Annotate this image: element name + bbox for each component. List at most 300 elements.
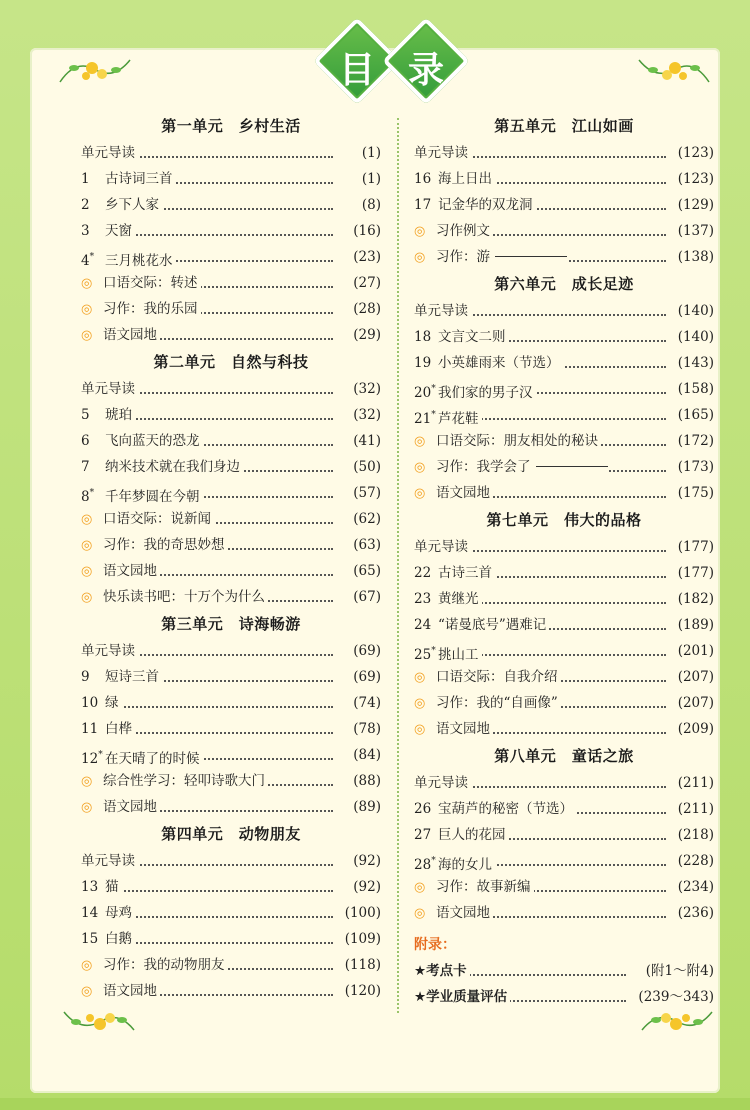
toc-entry[interactable] — [414, 480, 714, 506]
lesson-number-text: 25 — [414, 647, 432, 663]
entry-title: 语文园地 — [103, 327, 160, 343]
page-number: (109) — [342, 926, 381, 952]
entry-title: 单元导读 — [414, 145, 471, 161]
toc-entry[interactable] — [414, 638, 714, 664]
entry-title: 文言文二则 — [438, 329, 509, 345]
page-number: (239～343) — [635, 984, 714, 1010]
page-number: (143) — [675, 350, 714, 376]
page-number: (32) — [350, 402, 381, 428]
lesson-number-text: 5 — [81, 407, 90, 423]
entry-title: 海上日出 — [438, 171, 495, 187]
lesson-number — [414, 324, 438, 350]
bullet-icon: ◎ — [81, 958, 93, 973]
title-char: 录 — [407, 50, 444, 91]
page-number: (228) — [675, 848, 714, 874]
entry-label — [414, 695, 561, 711]
entry-label — [414, 385, 536, 401]
toc-entry[interactable] — [81, 218, 381, 244]
entry-title: 单元导读 — [414, 775, 471, 791]
lesson-number-text: 9 — [81, 669, 90, 685]
entry-label — [414, 721, 493, 737]
page-number: (92) — [350, 874, 381, 900]
entry-title: 小英雄雨来（节选） — [438, 355, 563, 371]
entry-label — [81, 669, 162, 685]
optional-star: * — [431, 384, 436, 394]
lesson-number — [81, 900, 105, 926]
lesson-number — [414, 402, 438, 432]
entry-label — [81, 197, 162, 213]
entry-title: 单元导读 — [414, 303, 471, 319]
toc-entry[interactable] — [81, 664, 381, 690]
toc-entry[interactable] — [414, 874, 714, 900]
toc-entry[interactable] — [414, 716, 714, 742]
page-number: (173) — [675, 454, 714, 480]
page-number: (41) — [350, 428, 381, 454]
toc-entry[interactable] — [81, 716, 381, 742]
lesson-number-text: 23 — [414, 591, 432, 607]
page-number: (218) — [675, 822, 714, 848]
toc-entry[interactable] — [414, 664, 714, 690]
unit-heading: 第四单元 动物朋友 — [161, 825, 301, 843]
toc-right-column — [414, 112, 714, 1010]
bullet-icon: ◎ — [414, 696, 426, 711]
entry-label — [414, 411, 482, 427]
optional-star: * — [89, 252, 95, 262]
lesson-number — [414, 350, 438, 376]
fill-blank-line — [495, 256, 567, 257]
page-number: (123) — [675, 140, 714, 166]
page-number: (89) — [350, 794, 381, 820]
lesson-number — [414, 586, 438, 612]
lesson-number — [414, 192, 438, 218]
page-number: (69) — [350, 638, 381, 664]
page-number: (140) — [675, 298, 714, 324]
toc-entry[interactable] — [414, 848, 714, 874]
entry-label — [81, 171, 176, 187]
entry-title: 语文园地 — [436, 721, 493, 737]
page-number: (209) — [675, 716, 714, 742]
toc-entry[interactable] — [414, 428, 714, 454]
entry-title: 猫 — [105, 879, 122, 895]
optional-star: * — [431, 410, 436, 420]
entry-label — [81, 145, 138, 161]
page-number: (57) — [350, 480, 381, 506]
toc-entry[interactable] — [81, 270, 381, 296]
appendix-entry[interactable] — [414, 958, 714, 984]
entry-label — [81, 695, 122, 711]
entry-label — [414, 647, 482, 663]
entry-label — [414, 249, 567, 265]
page-number: (177) — [675, 560, 714, 586]
lesson-number — [414, 560, 438, 586]
lesson-number-text: 24 — [414, 617, 432, 633]
toc-entry[interactable] — [81, 166, 381, 192]
entry-title: 飞向蓝天的恐龙 — [105, 433, 203, 449]
entry-label — [81, 563, 160, 579]
bullet-icon: ◎ — [81, 512, 93, 527]
lesson-number — [414, 822, 438, 848]
entry-title: 习作：我学会了 — [436, 459, 534, 475]
toc-entry[interactable] — [81, 874, 381, 900]
page-number: (附1～附4) — [643, 958, 714, 984]
entry-title: 口语交际：说新闻 — [103, 511, 214, 527]
bullet-icon: ◎ — [81, 564, 93, 579]
lesson-number-text: 6 — [81, 433, 90, 449]
lesson-number — [81, 926, 105, 952]
lesson-number-text: 2 — [81, 197, 90, 213]
entry-title: 语文园地 — [436, 485, 493, 501]
toc-entry[interactable] — [81, 454, 381, 480]
bullet-icon: ◎ — [81, 774, 93, 789]
lesson-number — [414, 796, 438, 822]
bullet-icon: ◎ — [414, 722, 426, 737]
lesson-number-text: 16 — [414, 171, 432, 187]
toc-entry[interactable] — [81, 480, 381, 506]
lesson-number — [414, 166, 438, 192]
entry-label — [81, 905, 135, 921]
entry-label — [81, 381, 138, 397]
entry-title: 琥珀 — [105, 407, 135, 423]
page-number: (211) — [675, 796, 714, 822]
bottom-strip — [0, 1098, 750, 1110]
toc-entry[interactable] — [414, 298, 714, 324]
fill-blank-line — [536, 466, 608, 467]
toc-entry[interactable] — [81, 192, 381, 218]
entry-title: 白桦 — [105, 721, 135, 737]
page-number: (201) — [675, 638, 714, 664]
entry-title: 古诗词三首 — [105, 171, 176, 187]
entry-label — [414, 171, 495, 187]
lesson-number-text: 27 — [414, 827, 432, 843]
bullet-icon: ◎ — [81, 538, 93, 553]
toc-entry[interactable] — [414, 586, 714, 612]
toc-entry[interactable] — [414, 166, 714, 192]
entry-title: 千年梦圆在今朝 — [105, 489, 203, 505]
toc-entry[interactable] — [414, 900, 714, 926]
entry-title: 单元导读 — [81, 381, 138, 397]
page-number: (65) — [350, 558, 381, 584]
toc-entry[interactable] — [81, 584, 381, 610]
toc-entry[interactable] — [414, 350, 714, 376]
entry-label — [414, 669, 561, 685]
entry-label — [414, 775, 471, 791]
page-number: (177) — [675, 534, 714, 560]
toc-entry[interactable] — [81, 244, 381, 270]
entry-label — [414, 591, 482, 607]
page-number: (84) — [350, 742, 381, 768]
toc-entry[interactable] — [414, 218, 714, 244]
lesson-number-text: 19 — [414, 355, 432, 371]
entry-label — [81, 589, 268, 605]
unit-heading: 第五单元 江山如画 — [494, 117, 634, 135]
entry-title: 单元导读 — [81, 145, 138, 161]
entry-title: 古诗三首 — [438, 565, 495, 581]
entry-title: 语文园地 — [436, 905, 493, 921]
toc-entry[interactable] — [81, 794, 381, 820]
page-number: (88) — [350, 768, 381, 794]
toc-entry[interactable] — [414, 402, 714, 428]
toc-entry[interactable] — [414, 454, 714, 480]
unit-heading: 第六单元 成长足迹 — [494, 275, 634, 293]
unit-heading: 第一单元 乡村生活 — [161, 117, 301, 135]
entry-label — [81, 643, 138, 659]
entry-title: 记金华的双龙洞 — [438, 197, 536, 213]
toc-entry[interactable] — [414, 690, 714, 716]
bullet-icon: ◎ — [81, 302, 93, 317]
entry-title: 口语交际：转述 — [103, 275, 201, 291]
toc-entry[interactable] — [81, 978, 381, 1004]
lesson-number — [414, 612, 438, 638]
lesson-number-text: 17 — [414, 197, 432, 213]
bullet-icon: ◎ — [414, 906, 426, 921]
lesson-number-text: 11 — [81, 721, 99, 737]
entry-title: 语文园地 — [103, 799, 160, 815]
entry-label — [81, 957, 228, 973]
page-number: (62) — [350, 506, 381, 532]
entry-title: 单元导读 — [81, 853, 138, 869]
entry-title: 海的女儿 — [438, 857, 495, 873]
entry-label — [81, 751, 203, 767]
page-number: (234) — [675, 874, 714, 900]
toc-unit — [414, 270, 714, 506]
bullet-icon: ◎ — [414, 434, 426, 449]
appendix-entry[interactable] — [414, 984, 714, 1010]
page-number: (120) — [342, 978, 381, 1004]
toc-unit — [414, 742, 714, 926]
entry-title: 芦花鞋 — [438, 411, 482, 427]
page-number: (140) — [675, 324, 714, 350]
column-divider — [397, 118, 399, 1013]
bullet-icon: ◎ — [414, 486, 426, 501]
entry-title: 习作：我的奇思妙想 — [103, 537, 228, 553]
toc-entry[interactable] — [81, 742, 381, 768]
flower-decoration-icon — [60, 1000, 138, 1044]
entry-label — [81, 407, 135, 423]
optional-star: * — [431, 856, 436, 866]
toc-entry[interactable] — [81, 506, 381, 532]
toc-entry[interactable] — [414, 244, 714, 270]
entry-title: 母鸡 — [105, 905, 135, 921]
bullet-icon: ◎ — [414, 224, 426, 239]
toc-entry[interactable] — [414, 822, 714, 848]
toc-unit — [81, 348, 381, 610]
toc-entry[interactable] — [81, 690, 381, 716]
entry-label — [414, 565, 495, 581]
entry-title: 快乐读书吧：十万个为什么 — [103, 589, 268, 605]
entry-label — [81, 459, 243, 475]
toc-unit — [414, 506, 714, 742]
lesson-number — [81, 402, 105, 428]
entry-title: 语文园地 — [103, 983, 160, 999]
lesson-number-text: 10 — [81, 695, 99, 711]
toc-entry[interactable] — [81, 402, 381, 428]
entry-label — [81, 799, 160, 815]
page-number: (69) — [350, 664, 381, 690]
toc-entry[interactable] — [414, 770, 714, 796]
flower-decoration-icon — [635, 48, 713, 92]
entry-label — [414, 857, 495, 873]
entry-label — [81, 931, 135, 947]
entry-label — [81, 253, 176, 269]
entry-title: 黄继光 — [438, 591, 482, 607]
optional-star: * — [431, 646, 436, 656]
entry-title: 习作：故事新编 — [436, 879, 534, 895]
entry-title: 短诗三首 — [105, 669, 162, 685]
appendix-title: ★学业质量评估 — [414, 989, 510, 1005]
unit-heading: 第二单元 自然与科技 — [153, 353, 309, 371]
toc-entry[interactable] — [81, 322, 381, 348]
entry-label — [81, 537, 228, 553]
page-number: (129) — [675, 192, 714, 218]
entry-title: 纳米技术就在我们身边 — [105, 459, 243, 475]
entry-title: 挑山工 — [438, 647, 482, 663]
entry-label — [414, 355, 563, 371]
toc-entry[interactable] — [81, 140, 381, 166]
bullet-icon: ◎ — [81, 328, 93, 343]
lesson-number — [81, 690, 105, 716]
entry-label — [414, 223, 493, 239]
entry-label — [414, 617, 549, 633]
entry-title: 绿 — [105, 695, 122, 711]
lesson-number — [81, 716, 105, 742]
page-number: (100) — [342, 900, 381, 926]
toc-entry[interactable] — [81, 558, 381, 584]
page-number: (175) — [675, 480, 714, 506]
entry-label — [414, 539, 471, 555]
entry-title: 习作：游 — [436, 249, 493, 265]
page-number: (92) — [350, 848, 381, 874]
entry-label — [81, 879, 122, 895]
bullet-icon: ◎ — [81, 800, 93, 815]
toc-entry[interactable] — [414, 560, 714, 586]
entry-title: 白鹅 — [105, 931, 135, 947]
appendix-heading: 附录： — [414, 937, 456, 953]
lesson-number — [81, 874, 105, 900]
entry-title: 习作：我的动物朋友 — [103, 957, 228, 973]
toc-unit — [414, 112, 714, 270]
page-number: (1) — [359, 140, 381, 166]
page-number: (28) — [350, 296, 381, 322]
entry-label — [81, 327, 160, 343]
entry-label — [414, 197, 536, 213]
page-number: (8) — [359, 192, 381, 218]
optional-star: * — [98, 750, 103, 760]
entry-label — [414, 485, 493, 501]
entry-label — [414, 827, 509, 843]
entry-title: 天窗 — [105, 223, 135, 239]
entry-title: 口语交际：朋友相处的秘诀 — [436, 433, 601, 449]
toc-entry[interactable] — [81, 296, 381, 322]
unit-heading: 第八单元 童话之旅 — [494, 747, 634, 765]
entry-title: 巨人的花园 — [438, 827, 509, 843]
unit-heading: 第三单元 诗海畅游 — [161, 615, 301, 633]
page-number: (74) — [350, 690, 381, 716]
toc-entry[interactable] — [81, 848, 381, 874]
page-number: (211) — [675, 770, 714, 796]
lesson-number-text: 4 — [81, 253, 90, 269]
toc-entry[interactable] — [81, 428, 381, 454]
entry-title: 三月桃花水 — [105, 253, 176, 269]
toc-entry[interactable] — [414, 192, 714, 218]
page-number: (158) — [675, 376, 714, 402]
entry-title: 习作例文 — [436, 223, 493, 239]
entry-title: 习作：我的乐园 — [103, 301, 201, 317]
entry-label — [414, 459, 608, 475]
toc-unit — [81, 610, 381, 820]
lesson-number — [81, 480, 105, 510]
entry-label — [81, 223, 135, 239]
entry-title: 单元导读 — [414, 539, 471, 555]
page-number: (67) — [350, 584, 381, 610]
page-number: (29) — [350, 322, 381, 348]
entry-label — [81, 773, 268, 789]
entry-title: 宝葫芦的秘密（节选） — [438, 801, 576, 817]
toc-entry[interactable] — [414, 796, 714, 822]
page-number: (63) — [350, 532, 381, 558]
lesson-number-text: 21 — [414, 411, 432, 427]
bullet-icon: ◎ — [81, 590, 93, 605]
entry-title: 语文园地 — [103, 563, 160, 579]
entry-label — [414, 145, 471, 161]
toc-entry[interactable] — [414, 324, 714, 350]
lesson-number — [81, 428, 105, 454]
toc-entry[interactable] — [81, 532, 381, 558]
page-number: (50) — [350, 454, 381, 480]
entry-label — [414, 329, 509, 345]
entry-label — [414, 905, 493, 921]
page-number: (23) — [350, 244, 381, 270]
toc-entry[interactable] — [81, 926, 381, 952]
page-number: (236) — [675, 900, 714, 926]
page-number: (123) — [675, 166, 714, 192]
entry-label — [81, 433, 203, 449]
lesson-number-text: 12 — [81, 751, 99, 767]
bullet-icon: ◎ — [414, 460, 426, 475]
page-number: (1) — [359, 166, 381, 192]
page-number: (32) — [350, 376, 381, 402]
toc-entry[interactable] — [81, 768, 381, 794]
flower-decoration-icon — [56, 48, 134, 92]
lesson-number-text: 26 — [414, 801, 432, 817]
page-number: (165) — [675, 402, 714, 428]
entry-title: 乡下人家 — [105, 197, 162, 213]
page-number: (172) — [675, 428, 714, 454]
lesson-number-text: 1 — [81, 171, 90, 187]
lesson-number-text: 8 — [81, 489, 90, 505]
entry-label — [414, 879, 534, 895]
page-number: (138) — [675, 244, 714, 270]
page-number: (137) — [675, 218, 714, 244]
toc-entry[interactable] — [414, 612, 714, 638]
unit-heading: 第七单元 伟大的品格 — [486, 511, 642, 529]
toc-entry[interactable] — [81, 376, 381, 402]
lesson-number — [81, 742, 105, 772]
bullet-icon: ◎ — [414, 670, 426, 685]
entry-label — [81, 983, 160, 999]
toc-entry[interactable] — [81, 900, 381, 926]
toc-unit — [81, 112, 381, 348]
page-number: (118) — [342, 952, 381, 978]
lesson-number-text: 20 — [414, 385, 432, 401]
toc-entry[interactable] — [414, 534, 714, 560]
entry-label — [81, 489, 203, 505]
toc-entry[interactable] — [414, 376, 714, 402]
toc-entry[interactable] — [414, 140, 714, 166]
appendix-title: ★考点卡 — [414, 963, 470, 979]
entry-title: 在天晴了的时候 — [105, 751, 203, 767]
toc-entry[interactable] — [81, 952, 381, 978]
toc-entry[interactable] — [81, 638, 381, 664]
